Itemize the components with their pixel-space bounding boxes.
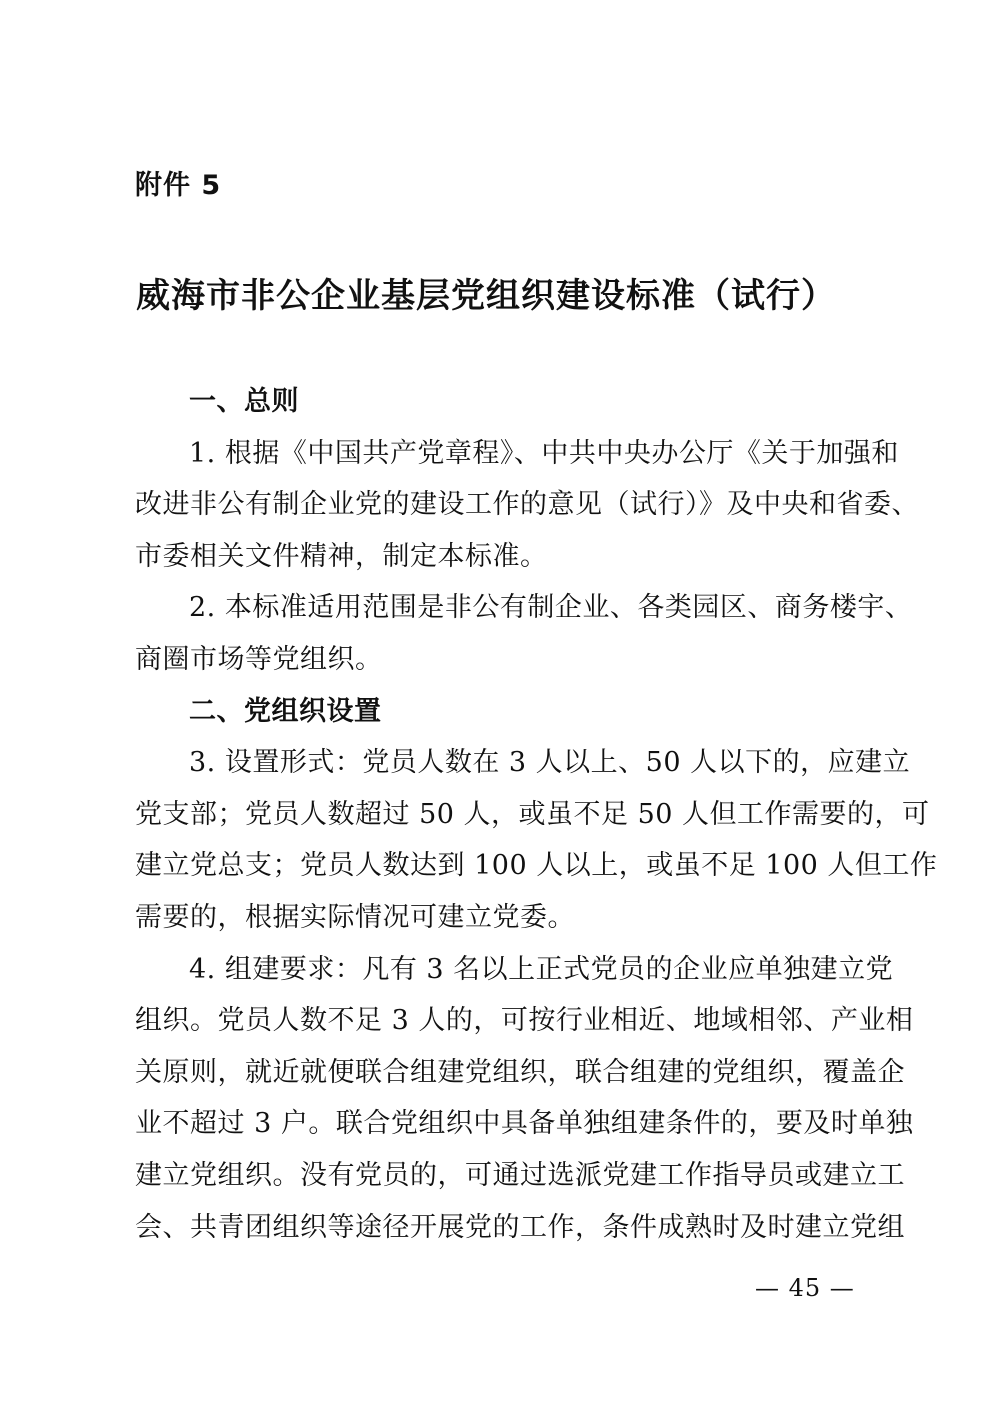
paragraph-line: 建立党组织。没有党员的，可通过选派党建工作指导员或建立工 — [135, 1159, 905, 1191]
paragraph-line: 2. 本标准适用范围是非公有制企业、各类园区、商务楼宇、 — [189, 592, 913, 624]
paragraph-line: 4. 组建要求：凡有 3 名以上正式党员的企业应单独建立党 — [189, 953, 894, 985]
paragraph-line: 组织。党员人数不足 3 人的，可按行业相近、地域相邻、产业相 — [135, 1005, 914, 1037]
paragraph-line: 1. 根据《中国共产党章程》、中共中央办公厅《关于加强和 — [189, 437, 899, 469]
section-heading: 二、党组织设置 — [189, 695, 382, 727]
paragraph-line: 商圈市场等党组织。 — [135, 643, 383, 675]
paragraph-line: 会、共青团组织等途径开展党的工作，条件成熟时及时建立党组 — [135, 1211, 905, 1243]
attachment-label: 附件 5 — [135, 170, 222, 201]
paragraph-line: 党支部；党员人数超过 50 人，或虽不足 50 人但工作需要的，可 — [135, 798, 930, 830]
section-heading: 一、总则 — [189, 386, 299, 417]
paragraph-line: 业不超过 3 户。联合党组织中具备单独组建条件的，要及时单独 — [135, 1108, 914, 1140]
paragraph-line: 建立党总支；党员人数达到 100 人以上，或虽不足 100 人但工作 — [135, 850, 938, 882]
paragraph-line: 关原则，就近就便联合组建党组织，联合组建的党组织，覆盖企 — [135, 1056, 905, 1088]
paragraph-line: 市委相关文件精神，制定本标准。 — [135, 540, 548, 572]
paragraph-line: 需要的，根据实际情况可建立党委。 — [135, 901, 575, 933]
document-title: 威海市非公企业基层党组织建设标准（试行） — [136, 276, 836, 316]
paragraph-line: 改进非公有制企业党的建设工作的意见（试行）》及中央和省委、 — [135, 489, 919, 521]
page-number: — 45 — — [755, 1274, 855, 1302]
document-body — [135, 376, 938, 1253]
paragraph-line: 3. 设置形式：党员人数在 3 人以上、50 人以下的，应建立 — [189, 747, 911, 779]
